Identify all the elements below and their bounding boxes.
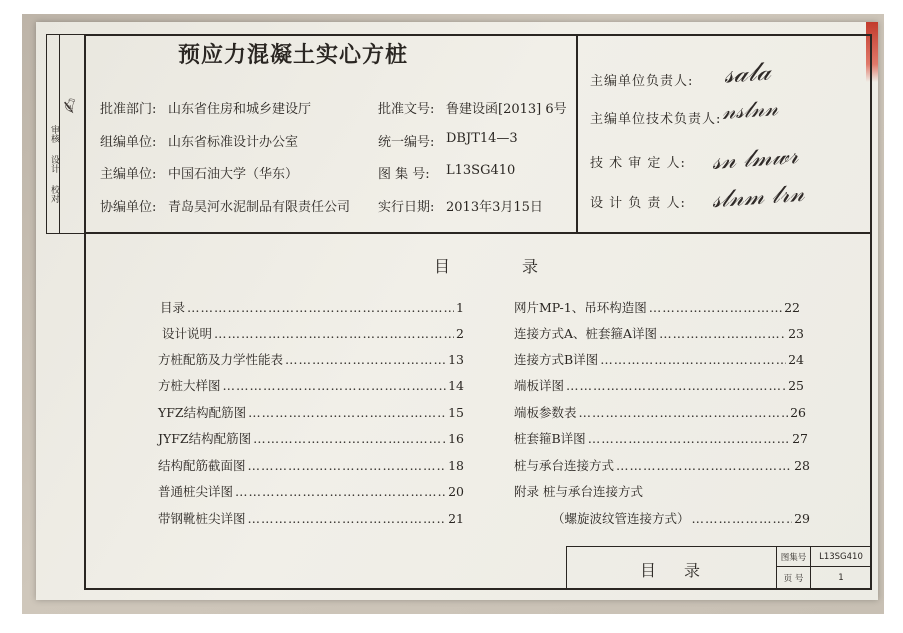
toc-entry[interactable]: 普通桩尖详图 ………………………………………………………………………………………………………… 20 — [158, 482, 464, 500]
toc-entry[interactable]: YFZ结构配筋图 ………………………………………………………………………………………………………… 15 — [158, 403, 464, 421]
toc-entry[interactable]: 桩与承台连接方式 ………………………………………………………………………………………………………… 28 — [514, 456, 810, 474]
approval-dept-label: 批准部门: — [100, 102, 157, 117]
title-block-page-label: 页 号 — [783, 574, 804, 584]
toc-entry[interactable]: JYFZ结构配筋图 ………………………………………………………………………………………………………… 16 — [158, 429, 464, 447]
toc-entry[interactable]: 连接方式B详图 ………………………………………………………………………………………………………… 24 — [514, 350, 804, 368]
impl-date-label: 实行日期: — [378, 200, 435, 215]
signature-chief-head: 𝓈𝒶𝓁𝒶 — [722, 56, 772, 90]
assist-unit: 青岛昊河水泥制品有限责任公司 — [168, 200, 351, 215]
toc-entry[interactable]: 方桩配筋及力学性能表 ………………………………………………………………………………………………………… 13 — [158, 350, 464, 368]
toc-entry[interactable]: （螺旋波纹管连接方式） ………………………………………………………………………………………………………… 29 — [552, 509, 810, 527]
chief-unit-label: 主编单位: — [100, 167, 157, 182]
title-block-page-value: 1 — [838, 573, 844, 583]
header-divider — [84, 232, 872, 234]
chief-unit: 中国石油大学（华东） — [168, 167, 299, 182]
strip-label-design: 设计 — [49, 155, 59, 173]
unified-no: DBJT14—3 — [446, 131, 518, 146]
approval-doc: 鲁建设函[2013] 6号 — [446, 102, 567, 117]
toc-entry[interactable]: 方桩大样图 ………………………………………………………………………………………………………… 14 — [158, 376, 464, 394]
toc-entry[interactable]: 连接方式A、桩套箍A详图 ………………………………………………………………………………………………………… 23 — [514, 324, 804, 342]
toc-entry[interactable]: 带钢靴桩尖详图 ………………………………………………………………………………………………………… 21 — [158, 509, 464, 527]
signature-chief-tech: 𝓃𝓈𝓁𝓃𝓃 — [721, 96, 779, 125]
strip-label-proofread: 校对 — [49, 185, 59, 203]
header-vertical-divider — [576, 34, 578, 234]
approval-doc-label: 批准文号: — [378, 102, 435, 117]
unified-no-label: 统一编号: — [378, 135, 435, 150]
org-unit-label: 组编单位: — [100, 135, 157, 150]
chief-head-label: 主编单位负责人: — [590, 74, 694, 89]
page-title: 预应力混凝土实心方桩 — [178, 43, 409, 68]
toc-entry[interactable]: 网片MP-1、吊环构造图 ………………………………………………………………………………………………………… 22 — [514, 298, 800, 316]
chief-tech-label: 主编单位技术负责人: — [590, 112, 722, 127]
signature-design: 𝓈𝓁𝓃𝓂 𝓁𝓇𝓃 — [711, 178, 806, 214]
title-block-atlas-value: L13SG410 — [819, 551, 863, 562]
org-unit: 山东省标准设计办公室 — [168, 135, 299, 150]
signature-review: 𝓈𝓃 𝓁𝓂𝓌𝓇 — [711, 141, 800, 175]
review-label: 技 术 审 定 人: — [590, 156, 686, 171]
impl-date: 2013年3月15日 — [446, 200, 543, 215]
atlas-no-label: 图 集 号: — [378, 167, 430, 182]
assist-unit-label: 协编单位: — [100, 200, 157, 215]
title-block-atlas-label: 图集号 — [780, 552, 807, 563]
toc-heading-right: 录 — [522, 257, 539, 276]
strip-signature: ✍ — [58, 96, 83, 115]
approval-strip — [46, 34, 84, 234]
approval-dept: 山东省住房和城乡建设厅 — [168, 102, 312, 117]
toc-entry[interactable]: 结构配筋截面图 ………………………………………………………………………………………………………… 18 — [158, 456, 464, 474]
toc-entry[interactable]: 目录 ………………………………………………………………………………………………………… 1 — [160, 298, 464, 316]
toc-entry[interactable]: 桩套箍B详图 ………………………………………………………………………………………………………… 27 — [514, 429, 808, 447]
design-label: 设 计 负 责 人: — [590, 196, 686, 211]
toc-entry[interactable]: 附录 桩与承台连接方式 — [514, 484, 643, 499]
toc-entry[interactable]: 设计说明 ………………………………………………………………………………………………………… 2 — [162, 324, 464, 342]
toc-entry[interactable]: 端板详图 ………………………………………………………………………………………………………… 25 — [514, 376, 804, 394]
atlas-no: L13SG410 — [446, 163, 516, 178]
title-block-name: 目录 — [640, 561, 729, 580]
strip-label-review: 审核 — [49, 125, 59, 143]
toc-entry[interactable]: 端板参数表 ………………………………………………………………………………………………………… 26 — [514, 403, 806, 421]
toc-heading-left: 目 — [434, 257, 451, 276]
